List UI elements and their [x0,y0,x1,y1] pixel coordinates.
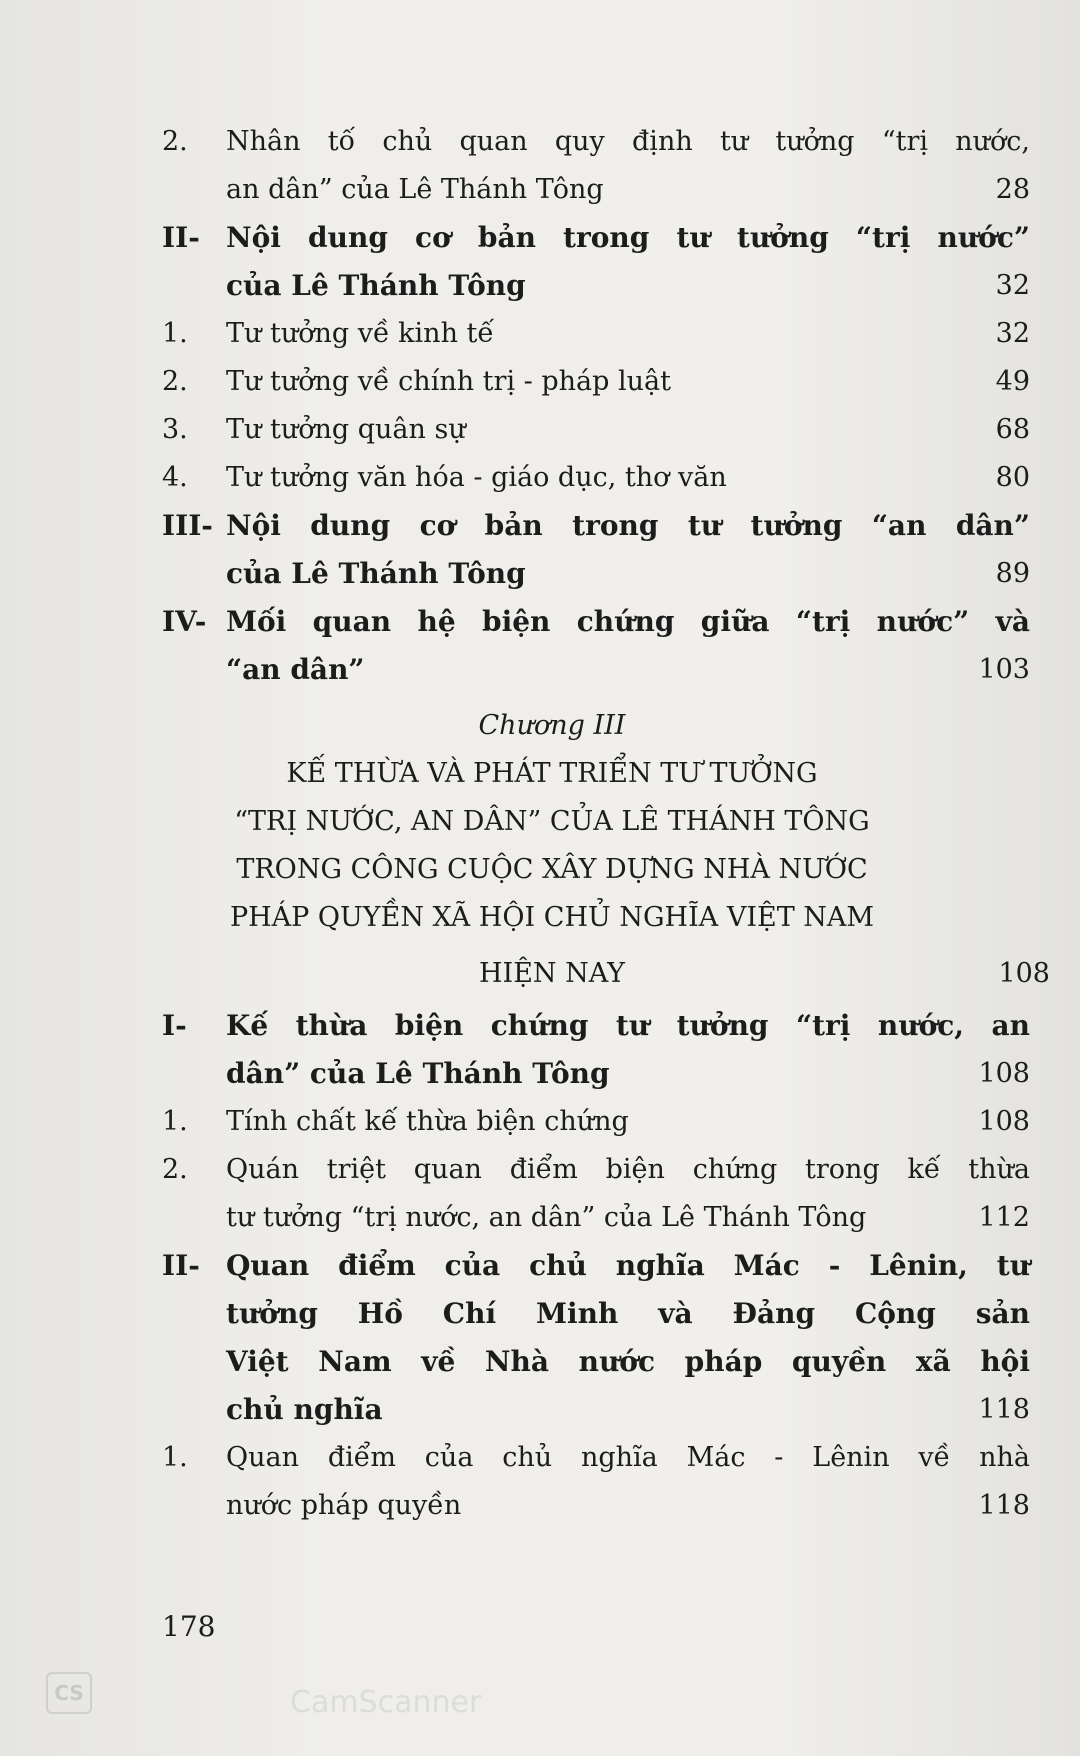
toc-entry-text [226,214,1050,310]
toc-entry-text [226,118,1050,214]
toc-entry-page: 68 [995,414,1030,445]
toc-entry-number: 2. [162,366,188,397]
toc-entry-number: 2. [162,126,188,157]
toc-entry-line: Việt Nam về Nhà nước pháp quyền xã hội [226,1345,1030,1378]
toc-entry-number: 1. [162,1442,188,1473]
toc-entry [162,310,1050,358]
toc-entry-page: 28 [995,174,1030,205]
toc-entry-number: IV- [162,605,207,638]
toc-entry [162,214,1050,310]
scanner-watermark: CamScanner [290,1685,482,1720]
toc-entry-page: 118 [978,1490,1030,1521]
toc-entry [162,1434,1050,1530]
toc-entry-number: III- [162,509,213,542]
toc-entry-page: 49 [995,366,1030,397]
chapter-title-line: KẾ THỪA VÀ PHÁT TRIỂN TƯ TƯỞNG [286,758,818,789]
toc-entry [162,1098,1050,1146]
toc-entry-line-text: tư tưởng “trị nước, an dân” của Lê Thánh Tông [226,1202,867,1233]
toc-entry-text [226,1434,1050,1530]
toc-entry-line: Mối quan hệ biện chứng giữa “trị nước” và [226,605,1030,638]
toc-entry-line [226,1194,1030,1242]
toc-entry-text [226,598,1050,694]
toc-entry-line [226,1098,1030,1146]
toc-entry-page: 80 [995,462,1030,493]
toc-entry-text [226,310,1050,358]
toc-entry-line-text: an dân” của Lê Thánh Tông [226,174,604,205]
toc-entry-text [226,454,1050,502]
toc-entry-number: II- [162,221,200,254]
toc-entry-line-text: dân” của Lê Thánh Tông [226,1057,610,1090]
chapter-page-number: 108 [998,958,1050,989]
toc-entry-line-text: của Lê Thánh Tông [226,269,526,302]
toc-entry [162,502,1050,598]
chapter-title-line: HIỆN NAY [479,958,625,989]
toc-entry-page: 118 [978,1394,1030,1425]
toc-entry-line [226,646,1030,694]
toc-section-chapter-3 [162,1002,1050,1530]
toc-entry-page: 112 [978,1202,1030,1233]
toc-entry [162,598,1050,694]
toc-entry [162,1146,1050,1242]
toc-entry-line-text: Tư tưởng quân sự [226,414,466,445]
toc-entry-line: Nhân tố chủ quan quy định tư tưởng “trị nước, [226,126,1030,157]
toc-entry-number: 3. [162,414,188,445]
toc-entry-page: 108 [978,1106,1030,1137]
toc-entry-line: Nội dung cơ bản trong tư tưởng “trị nước” [226,221,1030,254]
toc-entry-line [226,262,1030,310]
toc-entry-line [226,1050,1030,1098]
toc-entry-line-text: Tư tưởng về chính trị - pháp luật [226,366,671,397]
toc-entry-line-text: nước pháp quyền [226,1490,462,1521]
toc-entry-page: 32 [995,318,1030,349]
toc-entry-text [226,1098,1050,1146]
toc-entry [162,358,1050,406]
toc-entry-line: tưởng Hồ Chí Minh và Đảng Cộng sản [226,1297,1030,1330]
toc-entry-line [226,406,1030,454]
toc-entry-line [226,454,1030,502]
toc-entry [162,454,1050,502]
toc-entry-line [226,310,1030,358]
toc-entry-text [226,1002,1050,1098]
toc-entry-line-text: chủ nghĩa [226,1393,383,1426]
toc-entry [162,118,1050,214]
toc-entry-line [226,166,1030,214]
toc-section-chapter-2 [162,118,1050,694]
toc-entry [162,406,1050,454]
toc-entry-number: 1. [162,318,188,349]
chapter-title-last-row [162,950,1050,998]
toc-entry-page: 32 [995,270,1030,301]
toc-entry-line-text: Tư tưởng văn hóa - giáo dục, thơ văn [226,462,727,493]
chapter-title-line: “TRỊ NƯỚC, AN DÂN” CỦA LÊ THÁNH TÔNG [234,806,870,837]
toc-entry-line-text: “an dân” [226,653,365,686]
toc-entry-number: 1. [162,1106,188,1137]
toc-entry-line [226,358,1030,406]
toc-entry-line: Kế thừa biện chứng tư tưởng “trị nước, an [226,1009,1030,1042]
toc-entry [162,1242,1050,1434]
table-of-contents [162,118,1050,1530]
toc-entry-line [226,550,1030,598]
toc-entry-text [226,1242,1050,1434]
toc-entry-number: II- [162,1249,200,1282]
chapter-title-line: TRONG CÔNG CUỘC XÂY DỰNG NHÀ NƯỚC [236,854,868,885]
toc-entry-line: Quan điểm của chủ nghĩa Mác - Lênin, tư [226,1249,1030,1282]
chapter-label: Chương III [478,710,626,741]
toc-entry-number: I- [162,1009,187,1042]
toc-entry-line [226,1386,1030,1434]
toc-entry-text [226,406,1050,454]
toc-entry-line: Quán triệt quan điểm biện chứng trong kế thừa [226,1154,1030,1185]
page-number: 178 [162,1610,216,1643]
chapter-title-line: PHÁP QUYỀN XÃ HỘI CHỦ NGHĨA VIỆT NAM [229,902,875,933]
toc-entry-number: 2. [162,1154,188,1185]
toc-entry-text [226,358,1050,406]
toc-entry-number: 4. [162,462,188,493]
toc-entry-page: 108 [978,1058,1030,1089]
scanner-logo: CS [46,1672,92,1714]
toc-entry-text [226,502,1050,598]
toc-entry-page: 89 [995,558,1030,589]
toc-entry-text [226,1146,1050,1242]
toc-entry-line: Quan điểm của chủ nghĩa Mác - Lênin về nhà [226,1442,1030,1473]
toc-entry-line [226,1482,1030,1530]
toc-entry-page: 103 [978,654,1030,685]
chapter-heading [182,702,922,942]
toc-entry-line-text: Tư tưởng về kinh tế [226,318,494,349]
toc-entry [162,1002,1050,1098]
toc-entry-line: Nội dung cơ bản trong tư tưởng “an dân” [226,509,1030,542]
toc-entry-line-text: của Lê Thánh Tông [226,557,526,590]
toc-entry-line-text: Tính chất kế thừa biện chứng [226,1106,629,1137]
